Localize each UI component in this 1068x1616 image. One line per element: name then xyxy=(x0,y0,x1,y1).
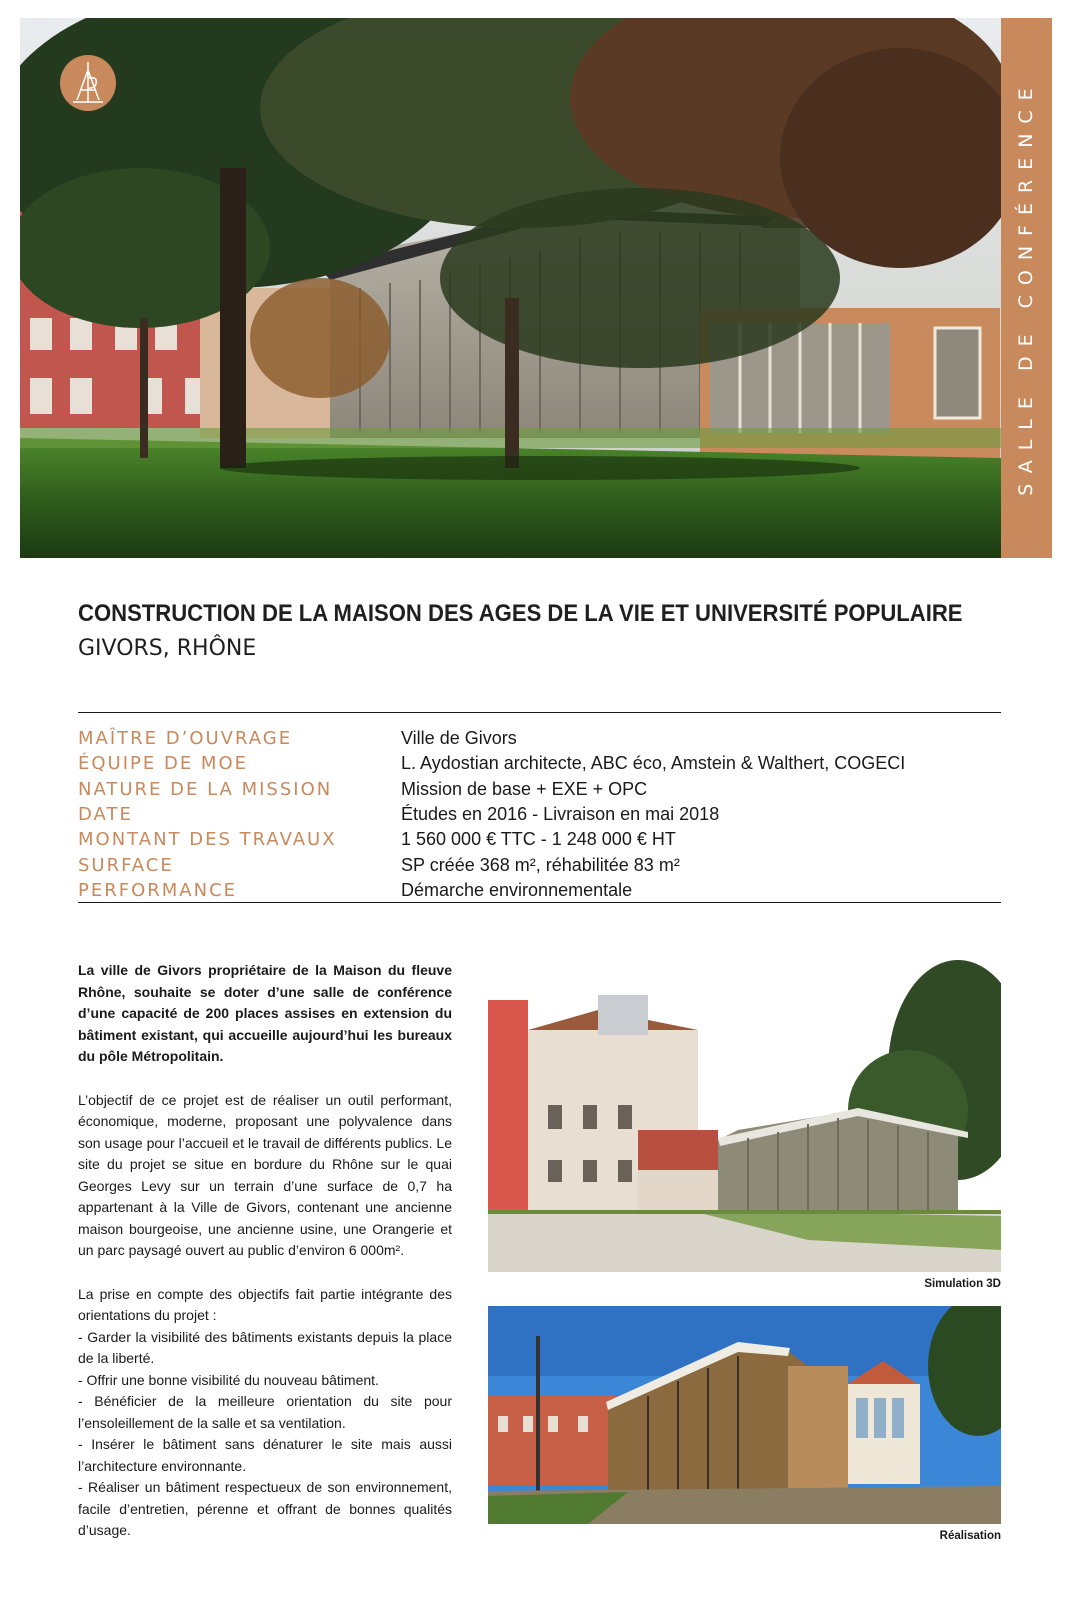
category-label: SALLE DE CONFÉRENCE xyxy=(1015,78,1037,496)
realisation-photo-icon xyxy=(488,1306,1001,1524)
orientations-list xyxy=(78,1327,452,1542)
list-item: - Offrir une bonne visibilité du nouveau bâtiment. xyxy=(78,1371,379,1388)
project-description xyxy=(78,960,452,1542)
info-row-surface xyxy=(78,852,1001,877)
info-table xyxy=(78,726,1001,903)
info-label: SURFACE xyxy=(78,854,174,876)
info-label: PERFORMANCE xyxy=(78,879,238,901)
info-value: Études en 2016 - Livraison en mai 2018 xyxy=(401,804,720,825)
realisation-caption: Réalisation xyxy=(939,1530,1001,1542)
list-item: - Insérer le bâtiment sans dénaturer le site mais aussi l’architecture environnante. xyxy=(78,1436,452,1474)
list-item: - Réaliser un bâtiment respectueux de son environnement, facile d’entretien, pérenne et offrant de bonnes qualités d’usage. xyxy=(78,1479,452,1538)
info-label: ÉQUIPE DE MOE xyxy=(78,753,248,775)
hero-photo xyxy=(20,18,1001,558)
info-top-rule xyxy=(78,712,1001,713)
info-value: 1 560 000 € TTC - 1 248 000 € HT xyxy=(401,829,676,850)
info-row-performance xyxy=(78,878,1001,903)
park-building-photo-icon xyxy=(20,18,1001,558)
simulation-3d-photo-icon xyxy=(488,960,1001,1272)
objective-paragraph: L’objectif de ce projet est de réaliser un outil performant, économique, moderne, proposant une polyvalence dans son usage pour l’accueil et le travail de différents publics. Le site du projet se situe en bordure du Rhône sur le quai Georges Levy sur un terrain d’une surface de 0,7 ha appartenant à la Ville de Givors, contenant une ancienne maison bourgeoise, une ancienne usine, une Orangerie et un parc paysagé ouvert au public d’environ 6 000m². xyxy=(78,1091,452,1258)
list-item: - Garder la visibilité des bâtiments existants depuis la place de la liberté. xyxy=(78,1328,452,1366)
info-value: Ville de Givors xyxy=(401,728,517,749)
info-value: SP créée 368 m², réhabilitée 83 m² xyxy=(401,854,680,875)
info-row-montant xyxy=(78,827,1001,852)
info-row-maitre-ouvrage xyxy=(78,726,1001,751)
list-item: - Bénéficier de la meilleure orientation du site pour l’ensoleillement de la salle et sa ventilation. xyxy=(78,1393,452,1431)
info-row-equipe xyxy=(78,751,1001,776)
realisation-photo xyxy=(488,1306,1001,1524)
info-row-mission xyxy=(78,777,1001,802)
info-row-date xyxy=(78,802,1001,827)
info-bottom-rule xyxy=(78,902,1001,903)
info-value: Mission de base + EXE + OPC xyxy=(401,778,648,799)
info-value: Démarche environnementale xyxy=(401,879,633,900)
project-title: CONSTRUCTION DE LA MAISON DES AGES DE LA VIE ET UNIVERSITÉ POPULAIRE xyxy=(78,600,963,627)
intro-paragraph: La ville de Givors propriétaire de la Maison du fleuve Rhône, souhaite se doter d’une salle de conférence d’une capacité de 200 places assises en extension du bâtiment existant, qui accueille aujourd’hui les bureaux du pôle Métropolitain. xyxy=(78,962,452,1064)
info-label: NATURE DE LA MISSION xyxy=(78,778,333,800)
orientations-paragraph: La prise en compte des objectifs fait partie intégrante des orientations du projet : xyxy=(78,1285,452,1323)
info-label: MAÎTRE D’OUVRAGE xyxy=(78,728,293,750)
architect-monogram-logo-icon xyxy=(59,54,117,112)
info-value: L. Aydostian architecte, ABC éco, Amstein & Walthert, COGECI xyxy=(401,753,906,774)
project-location: GIVORS, RHÔNE xyxy=(78,636,257,661)
simulation-photo xyxy=(488,960,1001,1272)
info-label: MONTANT DES TRAVAUX xyxy=(78,829,337,851)
simulation-caption: Simulation 3D xyxy=(924,1278,1001,1290)
info-label: DATE xyxy=(78,804,133,826)
